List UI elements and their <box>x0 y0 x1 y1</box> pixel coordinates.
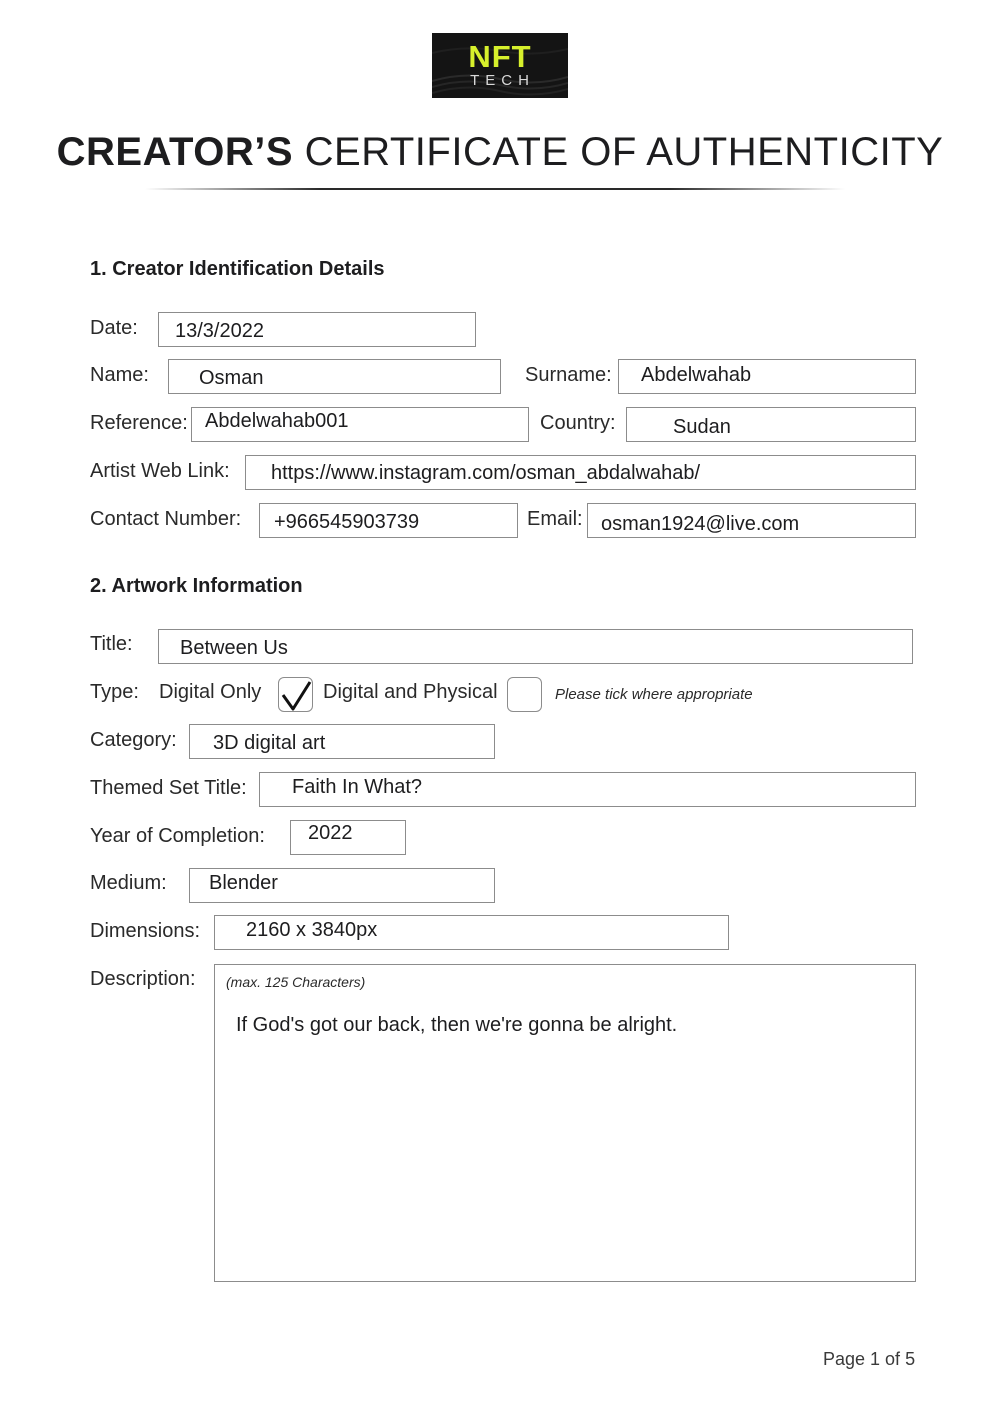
email-value: osman1924@live.com <box>601 513 800 535</box>
checkmark-icon <box>279 678 314 713</box>
dimensions-field[interactable] <box>214 915 729 950</box>
country-field[interactable] <box>626 407 916 442</box>
email-field[interactable] <box>587 503 916 538</box>
type-hint: Please tick where appropriate <box>555 686 753 703</box>
themed-set-value: Faith In What? <box>292 776 423 798</box>
weblink-value: https://www.instagram.com/osman_abdalwahab/ <box>271 462 701 484</box>
weblink-field[interactable] <box>245 455 916 490</box>
surname-label: Surname: <box>525 364 612 386</box>
name-field[interactable] <box>168 359 501 394</box>
description-hint: (max. 125 Characters) <box>226 974 366 990</box>
weblink-label: Artist Web Link: <box>90 460 230 482</box>
section-heading-creator: 1. Creator Identification Details <box>90 258 385 280</box>
title-label: Title: <box>90 633 133 655</box>
country-label: Country: <box>540 412 616 434</box>
date-field[interactable] <box>158 312 476 347</box>
country-value: Sudan <box>673 416 731 438</box>
page-title-rest: CERTIFICATE OF AUTHENTICITY <box>293 130 944 174</box>
surname-field[interactable] <box>618 359 916 394</box>
contact-label: Contact Number: <box>90 508 242 530</box>
year-value: 2022 <box>308 822 353 844</box>
title-divider <box>145 188 845 190</box>
category-field[interactable] <box>189 724 495 759</box>
reference-field[interactable] <box>191 407 529 442</box>
category-value: 3D digital art <box>213 732 326 754</box>
email-label: Email: <box>527 508 583 530</box>
digital-only-checkbox[interactable] <box>278 677 313 712</box>
type-digital-only-label: Digital Only <box>159 681 262 703</box>
logo-text-nft: NFT <box>468 39 532 74</box>
date-value: 13/3/2022 <box>175 320 264 342</box>
dimensions-label: Dimensions: <box>90 920 201 942</box>
contact-field[interactable] <box>259 503 518 538</box>
themed-set-field[interactable] <box>259 772 916 807</box>
page-number: Page 1 of 5 <box>823 1349 916 1369</box>
name-value: Osman <box>199 367 264 389</box>
medium-value: Blender <box>209 872 278 894</box>
dimensions-value: 2160 x 3840px <box>246 919 378 941</box>
page-title <box>0 128 1000 176</box>
date-label: Date: <box>90 317 138 339</box>
category-label: Category: <box>90 729 177 751</box>
description-label: Description: <box>90 968 196 990</box>
description-field[interactable] <box>214 964 916 1282</box>
year-label: Year of Completion: <box>90 825 265 847</box>
medium-label: Medium: <box>90 872 167 894</box>
logo-text-tech: TECH <box>470 72 535 89</box>
reference-value: Abdelwahab001 <box>205 410 349 432</box>
digital-physical-checkbox[interactable] <box>507 677 542 712</box>
nft-tech-logo <box>432 33 568 98</box>
artwork-title-value: Between Us <box>180 637 288 659</box>
section-heading-artwork: 2. Artwork Information <box>90 575 303 597</box>
type-label: Type: <box>90 681 139 703</box>
reference-label: Reference: <box>90 412 188 434</box>
type-digital-physical-label: Digital and Physical <box>323 681 498 703</box>
medium-field[interactable] <box>189 868 495 903</box>
name-label: Name: <box>90 364 149 386</box>
artwork-title-field[interactable] <box>158 629 913 664</box>
year-field[interactable] <box>290 820 406 855</box>
page-title-bold: CREATOR’S <box>56 130 294 174</box>
description-value: If God's got our back, then we're gonna be alright. <box>236 1014 678 1036</box>
surname-value: Abdelwahab <box>641 364 752 386</box>
contact-value: +966545903739 <box>274 511 420 533</box>
themed-set-label: Themed Set Title: <box>90 777 247 799</box>
